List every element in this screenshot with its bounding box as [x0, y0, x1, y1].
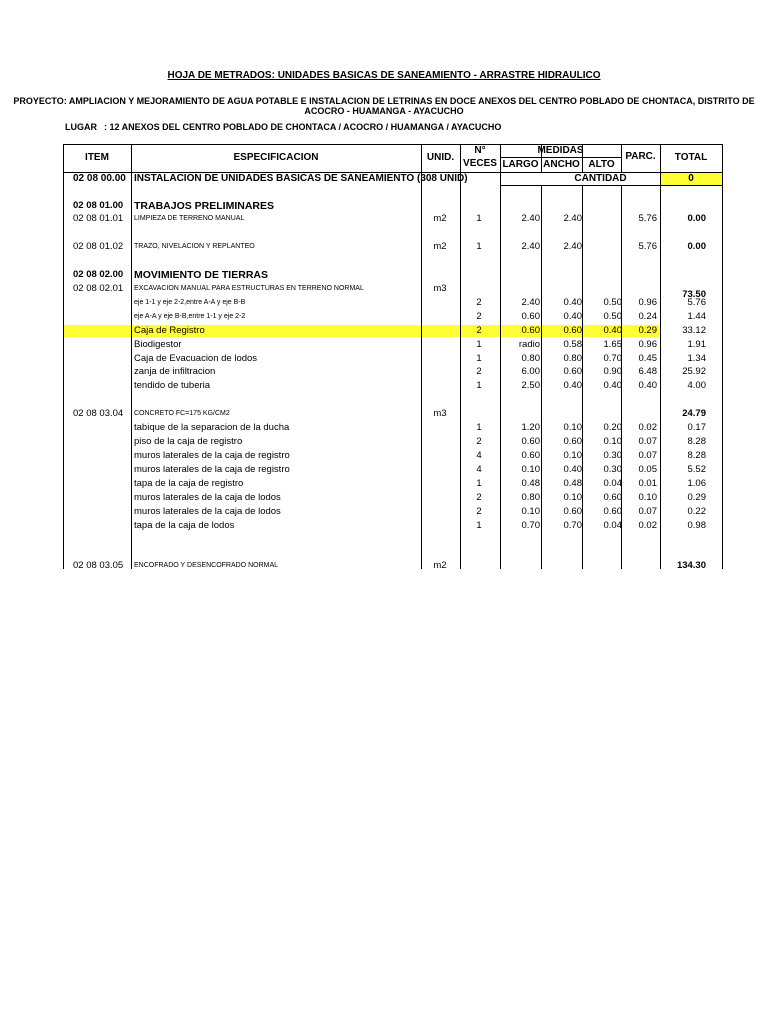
row-parc: 6.48	[638, 366, 657, 377]
grid-line	[500, 185, 723, 186]
row-total: 0.00	[687, 241, 706, 252]
row-parc: 0.02	[638, 520, 657, 531]
row-veces: 1	[476, 353, 482, 364]
row-spec: EXCAVACION MANUAL PARA ESTRUCTURAS EN TERRENO NORMAL	[134, 285, 364, 292]
row-largo: 0.60	[521, 311, 540, 322]
row-spec: muros laterales de la caja de lodos	[134, 506, 281, 517]
row-spec: Biodigestor	[134, 339, 182, 350]
col-header-medidas: MEDIDAS	[537, 145, 584, 156]
row-veces: 4	[476, 450, 482, 461]
row-spec: Caja de Evacuacion de lodos	[134, 353, 258, 364]
row-spec: CONCRETO FC=175 KG/CM2	[134, 410, 230, 417]
row-total: 134.30	[676, 560, 706, 571]
row-ancho: 0.40	[563, 464, 582, 475]
row-alto: 0.90	[603, 366, 622, 377]
row-veces: 1	[476, 213, 482, 224]
row-ancho: 0.40	[563, 311, 582, 322]
row-parc: 0.05	[638, 464, 657, 475]
row-spec: tapa de la caja de lodos	[134, 520, 235, 531]
top-row-item: 02 08 00.00	[73, 173, 126, 184]
row-spec: tapa de la caja de registro	[134, 478, 244, 489]
row-ancho: 0.80	[563, 353, 582, 364]
row-largo: 0.80	[521, 492, 540, 503]
row-item: 02 08 03.05	[73, 560, 124, 571]
row-spec: LIMPIEZA DE TERRENO MANUAL	[134, 215, 245, 222]
row-unid: m2	[433, 241, 447, 252]
row-total: 0.29	[687, 492, 706, 503]
row-veces: 2	[476, 506, 482, 517]
row-item: 02 08 02.01	[73, 283, 124, 294]
col-header-alto: ALTO	[588, 159, 615, 170]
grid-line	[131, 144, 132, 569]
row-parc: 0.96	[638, 297, 657, 308]
row-alto: 0.04	[603, 478, 622, 489]
row-veces: 2	[476, 436, 482, 447]
row-total: 8.28	[687, 436, 706, 447]
row-parc: 5.76	[638, 213, 657, 224]
col-header-veces-2: VECES	[463, 158, 497, 169]
row-unid: m2	[433, 560, 447, 571]
top-row-spec: INSTALACION DE UNIDADES BASICAS DE SANEAMIENTO (308 UNID)	[134, 173, 468, 184]
row-ancho: 0.60	[563, 366, 582, 377]
col-header-parc: PARC.	[625, 151, 656, 162]
row-unid: m2	[433, 213, 447, 224]
row-total: 25.92	[682, 366, 706, 377]
row-total: 1.91	[687, 339, 706, 350]
row-veces: 2	[476, 297, 482, 308]
row-spec: zanja de infiltracion	[134, 366, 216, 377]
row-largo: radio	[518, 339, 540, 350]
col-header-veces-1: N°	[474, 145, 486, 156]
lugar-label: LUGAR	[65, 122, 97, 132]
row-total: 33.12	[682, 325, 706, 336]
grid-line	[582, 185, 583, 569]
grid-line	[63, 144, 64, 569]
cantidad-label: CANTIDAD	[574, 173, 627, 184]
row-ancho: 0.40	[563, 380, 582, 391]
row-alto: 0.50	[603, 311, 622, 322]
row-ancho: 0.60	[563, 325, 582, 336]
row-largo: 6.00	[521, 366, 540, 377]
row-spec: TRAZO, NIVELACION Y REPLANTEO	[134, 243, 255, 250]
grid-line	[63, 144, 723, 145]
row-alto: 0.70	[603, 353, 622, 364]
row-spec: TRABAJOS PRELIMINARES	[134, 200, 275, 212]
row-ancho: 0.48	[563, 478, 582, 489]
row-item: 02 08 01.00	[73, 200, 124, 211]
row-veces: 1	[476, 241, 482, 252]
row-spec: muros laterales de la caja de registro	[134, 464, 290, 475]
row-ancho: 0.58	[563, 339, 582, 350]
row-item: 02 08 01.02	[73, 241, 124, 252]
row-alto: 0.20	[603, 422, 622, 433]
row-total: 0.00	[687, 213, 706, 224]
row-largo: 0.10	[521, 506, 540, 517]
row-spec: ENCOFRADO Y DESENCOFRADO NORMAL	[134, 562, 279, 569]
grid-line	[421, 144, 422, 569]
row-ancho: 0.10	[563, 422, 582, 433]
row-parc: 0.29	[638, 325, 657, 336]
row-parc: 0.01	[638, 478, 657, 489]
row-alto: 0.04	[603, 520, 622, 531]
row-veces: 2	[476, 311, 482, 322]
row-veces: 1	[476, 478, 482, 489]
row-veces: 1	[476, 380, 482, 391]
row-largo: 0.60	[521, 450, 540, 461]
row-alto: 0.40	[603, 380, 622, 391]
row-ancho: 2.40	[563, 213, 582, 224]
row-ancho: 2.40	[563, 241, 582, 252]
row-veces: 1	[476, 520, 482, 531]
row-spec: piso de la caja de registro	[134, 436, 243, 447]
row-parc: 0.07	[638, 450, 657, 461]
row-total: 24.79	[682, 408, 706, 419]
row-total: 0.22	[687, 506, 706, 517]
row-largo: 0.70	[521, 520, 540, 531]
row-total: 5.52	[687, 464, 706, 475]
grid-line	[500, 157, 621, 158]
row-alto: 0.10	[603, 436, 622, 447]
row-spec: MOVIMIENTO DE TIERRAS	[134, 269, 268, 281]
row-total: 1.06	[687, 478, 706, 489]
row-largo: 0.10	[521, 464, 540, 475]
row-alto: 0.40	[603, 325, 622, 336]
row-largo: 0.60	[521, 436, 540, 447]
row-alto: 0.50	[603, 297, 622, 308]
row-veces: 1	[476, 339, 482, 350]
row-alto: 0.60	[603, 492, 622, 503]
row-spec: tendido de tuberia	[134, 380, 211, 391]
row-ancho: 0.60	[563, 506, 582, 517]
row-parc: 5.76	[638, 241, 657, 252]
row-largo: 1.20	[521, 422, 540, 433]
row-spec: muros laterales de la caja de registro	[134, 450, 290, 461]
project-line-2: ACOCRO - HUAMANGA - AYACUCHO	[304, 106, 464, 116]
row-parc: 0.10	[638, 492, 657, 503]
row-ancho: 0.40	[563, 297, 582, 308]
row-spec: tabique de la separacion de la ducha	[134, 422, 290, 433]
project-line-1: PROYECTO: AMPLIACION Y MEJORAMIENTO DE AGUA POTABLE E INSTALACION DE LETRINAS EN DOCE ANEXOS DEL CENTRO POBLADO DE CHONTACA, DISTRITO DE	[13, 96, 755, 106]
row-veces: 4	[476, 464, 482, 475]
col-header-largo: LARGO	[502, 159, 539, 170]
row-total: 1.44	[687, 311, 706, 322]
document-title: HOJA DE METRADOS: UNIDADES BASICAS DE SANEAMIENTO - ARRASTRE HIDRAULICO	[167, 70, 601, 81]
row-ancho: 0.10	[563, 492, 582, 503]
row-alto: 1.65	[603, 339, 622, 350]
row-largo: 0.48	[521, 478, 540, 489]
row-ancho: 0.60	[563, 436, 582, 447]
col-header-ancho: ANCHO	[543, 159, 580, 170]
row-ancho: 0.10	[563, 450, 582, 461]
row-ancho: 0.70	[563, 520, 582, 531]
row-total: 73.50	[682, 289, 706, 300]
row-total: 0.17	[687, 422, 706, 433]
row-largo: 0.80	[521, 353, 540, 364]
row-total: 0.98	[687, 520, 706, 531]
row-alto: 0.60	[603, 506, 622, 517]
row-spec: muros laterales de la caja de lodos	[134, 492, 281, 503]
row-alto: 0.30	[603, 464, 622, 475]
row-spec: eje 1-1 y eje 2-2,entre A-A y eje B-B	[134, 299, 246, 306]
row-largo: 2.40	[521, 241, 540, 252]
lugar-value: : 12 ANEXOS DEL CENTRO POBLADO DE CHONTACA / ACOCRO / HUAMANGA / AYACUCHO	[104, 122, 502, 132]
row-unid: m3	[433, 408, 447, 419]
row-spec: Caja de Registro	[134, 325, 205, 336]
row-veces: 1	[476, 422, 482, 433]
row-parc: 0.07	[638, 436, 657, 447]
row-parc: 0.02	[638, 422, 657, 433]
row-parc: 0.07	[638, 506, 657, 517]
col-header-item: ITEM	[85, 152, 109, 163]
row-veces: 2	[476, 325, 482, 336]
cantidad-value: 0	[688, 173, 694, 184]
col-header-unid: UNID.	[426, 152, 455, 163]
row-item: 02 08 02.00	[73, 269, 124, 280]
row-parc: 0.40	[638, 380, 657, 391]
row-item: 02 08 03.04	[73, 408, 124, 419]
row-parc: 0.45	[638, 353, 657, 364]
grid-line	[722, 144, 723, 569]
row-largo: 2.40	[521, 213, 540, 224]
row-total: 8.28	[687, 450, 706, 461]
row-largo: 2.40	[521, 297, 540, 308]
row-parc: 0.24	[638, 311, 657, 322]
row-largo: 0.60	[521, 325, 540, 336]
row-alto: 0.30	[603, 450, 622, 461]
metrados-table	[63, 144, 723, 569]
col-header-especificacion: ESPECIFICACION	[233, 152, 319, 163]
row-veces: 2	[476, 366, 482, 377]
col-header-total: TOTAL	[674, 152, 708, 163]
row-largo: 2.50	[521, 380, 540, 391]
row-total: 5.76	[687, 297, 706, 308]
row-total: 1.34	[687, 353, 706, 364]
row-parc: 0.96	[638, 339, 657, 350]
row-unid: m3	[433, 283, 447, 294]
row-item: 02 08 01.01	[73, 213, 124, 224]
row-veces: 2	[476, 492, 482, 503]
row-total: 4.00	[687, 380, 706, 391]
row-spec: eje A-A y eje B-B,entre 1-1 y eje 2-2	[134, 313, 246, 320]
